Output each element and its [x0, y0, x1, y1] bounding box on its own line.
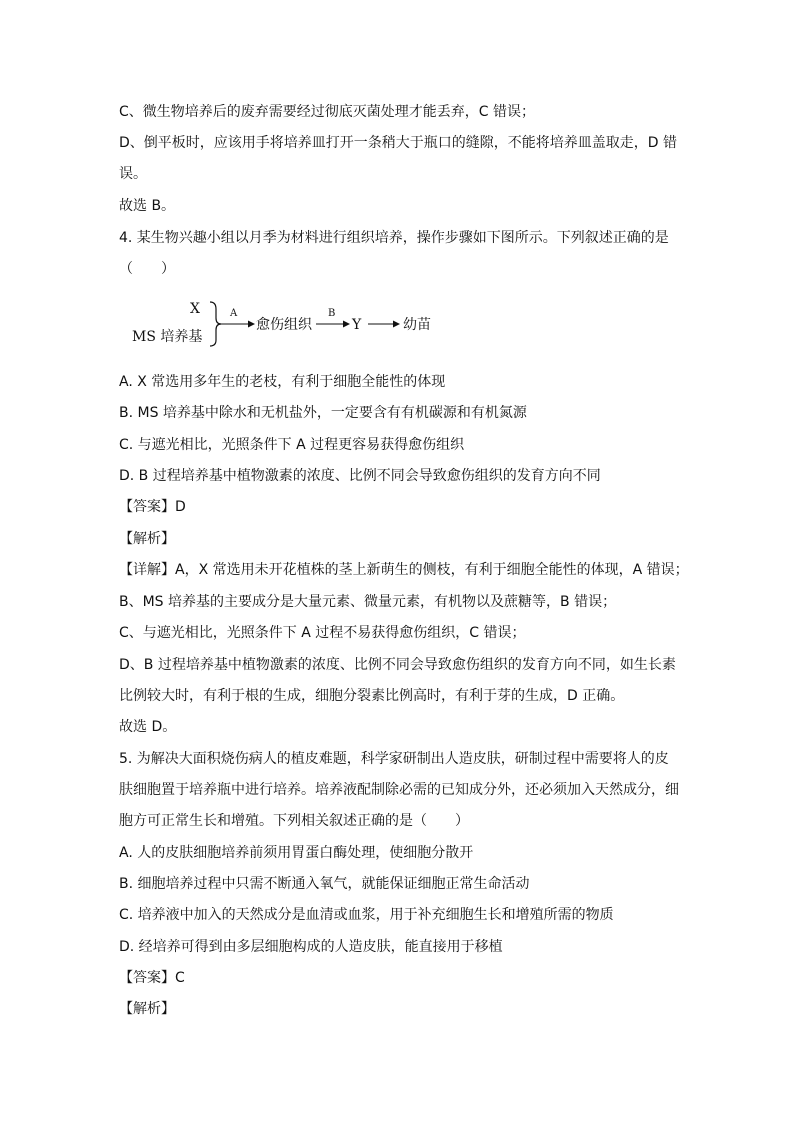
q5-analysis-heading: 【解析】 — [119, 1001, 175, 1017]
q4-answer: 【答案】D — [119, 499, 186, 515]
q5-option-c: C. 培养液中加入的天然成分是血清或血浆，用于补充细胞生长和增殖所需的物质 — [119, 907, 614, 923]
diagram-seedling: 幼苗 — [403, 317, 431, 333]
q4-analysis-heading: 【解析】 — [119, 531, 175, 547]
diagram-arrowhead-a — [248, 321, 255, 328]
prev-d-line1: D、倒平板时，应该用手将培养皿打开一条稍大于瓶口的缝隙，不能将培养皿盖取走，D 错 — [119, 135, 678, 151]
diagram-y: Y — [352, 317, 362, 333]
diagram-ms: MS 培养基 — [132, 329, 203, 345]
q4-option-d: D. B 过程培养基中植物激素的浓度、比例不同会导致愈伤组织的发育方向不同 — [119, 468, 601, 484]
q4-option-c: C. 与遮光相比，光照条件下 A 过程更容易获得愈伤组织 — [119, 437, 465, 453]
q4-explain-a: 【详解】A，X 常选用未开花植株的茎上新萌生的侧枝，有利于细胞全能性的体现，A 错误； — [119, 562, 689, 578]
q4-explain-c: C、与遮光相比，光照条件下 A 过程不易获得愈伤组织，C 错误； — [119, 625, 526, 641]
q5-stem-line3: 胞方可正常生长和增殖。下列相关叙述正确的是（ ） — [119, 813, 469, 829]
q4-stem-line2: （ ） — [119, 261, 175, 277]
diagram-label-b: B — [328, 308, 336, 319]
prev-pick: 故选 B。 — [119, 198, 176, 214]
q5-stem-line2: 肤细胞置于培养瓶中进行培养。培养液配制除必需的已知成分外，还必须加入天然成分，细 — [119, 782, 679, 798]
diagram-brace — [210, 302, 221, 346]
q5-option-d: D. 经培养可得到由多层细胞构成的人造皮肤，能直接用于移植 — [119, 939, 503, 955]
diagram-label-a: A — [230, 308, 238, 319]
diagram-arrowhead-b — [343, 321, 350, 328]
q4-explain-d-line2: 比例较大时，有利于根的生成，细胞分裂素比例高时，有利于芽的生成，D 正确。 — [119, 688, 625, 704]
q5-stem-line1: 5. 为解决大面积烧伤病人的植皮难题，科学家研制出人造皮肤，研制过程中需要将人的皮 — [119, 751, 669, 767]
diagram-arrowhead-y — [393, 321, 400, 328]
tissue-culture-diagram — [130, 296, 460, 352]
q5-option-b: B. 细胞培养过程中只需不断通入氧气，就能保证细胞正常生命活动 — [119, 876, 530, 892]
q4-stem-line1: 4. 某生物兴趣小组以月季为材料进行组织培养，操作步骤如下图所示。下列叙述正确的是 — [119, 230, 669, 246]
prev-d-line2: 误。 — [119, 166, 147, 182]
diagram-x: X — [190, 301, 200, 317]
diagram-callus: 愈伤组织 — [256, 317, 312, 333]
q4-option-a: A. X 常选用多年生的老枝，有利于细胞全能性的体现 — [119, 374, 446, 390]
prev-c: C、微生物培养后的废弃需要经过彻底灭菌处理才能丢弃，C 错误； — [119, 104, 535, 120]
q5-answer: 【答案】C — [119, 970, 185, 986]
q5-option-a: A. 人的皮肤细胞培养前须用胃蛋白酶处理，使细胞分散开 — [119, 845, 474, 861]
q4-option-b: B. MS 培养基中除水和无机盐外，一定要含有有机碳源和有机氮源 — [119, 405, 527, 421]
q4-pick: 故选 D。 — [119, 719, 177, 735]
q4-explain-b: B、MS 培养基的主要成分是大量元素、微量元素，有机物以及蔗糖等，B 错误； — [119, 594, 617, 610]
q4-explain-d-line1: D、B 过程培养基中植物激素的浓度、比例不同会导致愈伤组织的发育方向不同，如生长素 — [119, 657, 676, 673]
